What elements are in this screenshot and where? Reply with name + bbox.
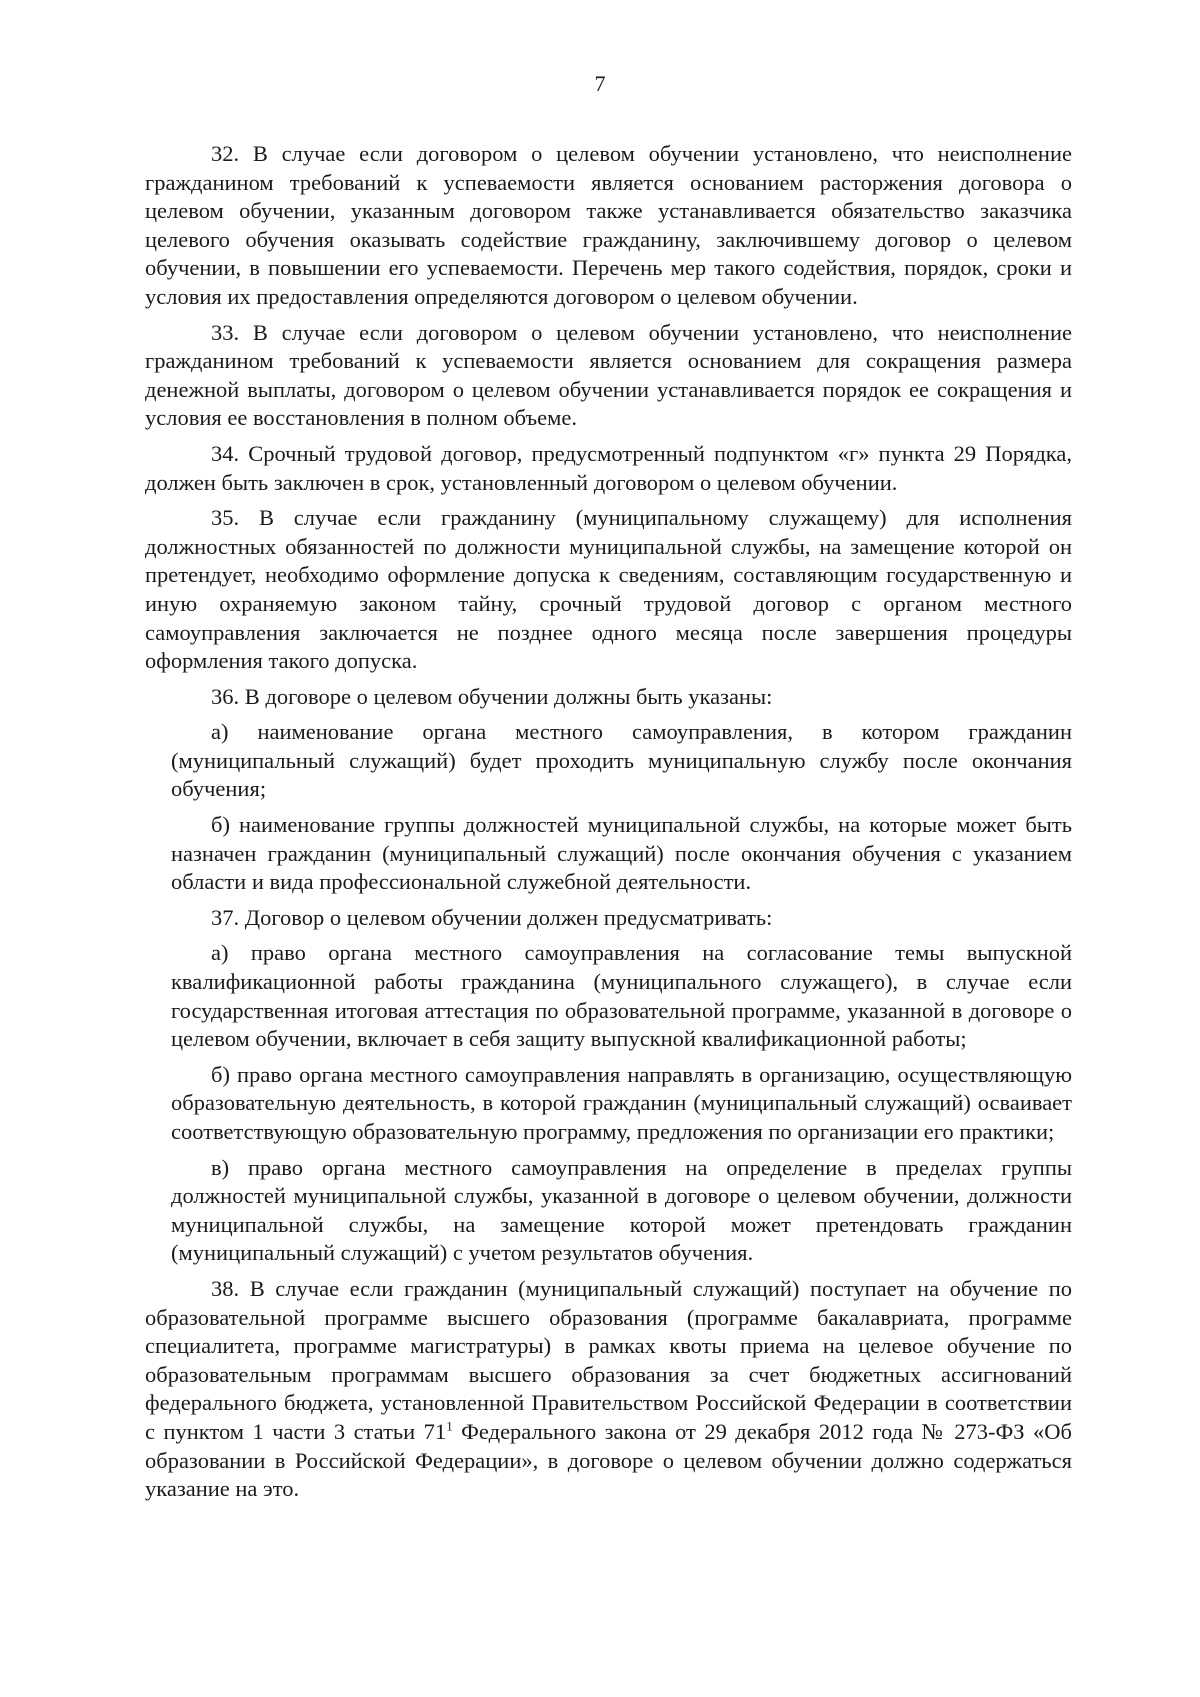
paragraph-38 (145, 1275, 1072, 1504)
paragraph-37-a: а) право органа местного самоуправления на согласование темы выпускной квалификационной работы гражданина (муниципального служащего), в случае если государственная итоговая аттестация по образовательной программе, указанной в договоре о целевом обучении, включает в себя защиту выпускной квалификационной работы; (171, 940, 1072, 1052)
paragraph-32: 32. В случае если договором о целевом обучении установлено, что неисполнение гражданином требований к успеваемости является основанием расторжения договора о целевом обучении, указанным договором также устанавливается обязательство заказчика целевого обучения оказывать содействие гражданину, заключившему договор о целевом обучении, в повышении его успеваемости. Перечень мер такого содействия, порядок, сроки и условия их предоставления определяются договором о целевом обучении. (145, 141, 1072, 309)
paragraph-38-text-start: 38. В случае если гражданин (муниципальный служащий) поступает на обучение по образовательной программе высшего образования (программе бакалавриата, программе специалитета, программе магистратуры) в рамках квоты приема на целевое обучение по образовательным программам высшего образования за счет бюджетных ассигнований федерального бюджета, установленной Правительством Российской Федерации в соответствии с пунктом 1 части 3 статьи 71 (145, 1275, 1072, 1444)
footnote-superscript: 1 (446, 1418, 453, 1434)
paragraph-36: 36. В договоре о целевом обучении должны быть указаны: (211, 683, 773, 709)
paragraph-33: 33. В случае если договором о целевом обучении установлено, что неисполнение гражданином требований к успеваемости является основанием для сокращения размера денежной выплаты, договором о целевом обучении устанавливается порядок ее сокращения и условия ее восстановления в полном объеме. (145, 319, 1072, 431)
paragraph-36-b: б) наименование группы должностей муниципальной службы, на которые может быть назначен гражданин (муниципальный служащий) после окончания обучения с указанием области и вида профессиональной служебной деятельности. (171, 812, 1072, 895)
paragraph-34: 34. Срочный трудовой договор, предусмотренный подпунктом «г» пункта 29 Порядка, должен быть заключен в срок, установленный договором о целевом обучении. (145, 440, 1072, 495)
paragraph-37-c: в) право органа местного самоуправления на определение в пределах группы должностей муниципальной службы, указанной в договоре о целевом обучении, должности муниципальной службы, на замещение которой может претендовать гражданин (муниципальный служащий) с учетом результатов обучения. (171, 1154, 1072, 1266)
paragraph-37-b: б) право органа местного самоуправления направлять в организацию, осуществляющую образовательную деятельность, в которой гражданин (муниципальный служащий) осваивает соответствующую образовательную программу, предложения по организации его практики; (171, 1061, 1072, 1144)
paragraph-36-a: а) наименование органа местного самоуправления, в котором гражданин (муниципальный служащий) будет проходить муниципальную службу после окончания обучения; (171, 719, 1072, 802)
paragraph-38-text-end: Федерального закона от 29 декабря 2012 года № 273-ФЗ «Об образовании в Российской Федерации», в договоре о целевом обучении должно содержаться указание на это. (145, 1418, 1072, 1502)
paragraph-37: 37. Договор о целевом обучении должен предусматривать: (211, 904, 773, 930)
document-body (145, 140, 1072, 1511)
paragraph-35: 35. В случае если гражданину (муниципальному служащему) для исполнения должностных обязанностей по должности муниципальной службы, на замещение которой он претендует, необходимо оформление допуска к сведениям, составляющим государственную и иную охраняемую законом тайну, срочный трудовой договор с органом местного самоуправления заключается не позднее одного месяца после завершения процедуры оформления такого допуска. (145, 505, 1072, 674)
page-number: 7 (594, 71, 606, 96)
